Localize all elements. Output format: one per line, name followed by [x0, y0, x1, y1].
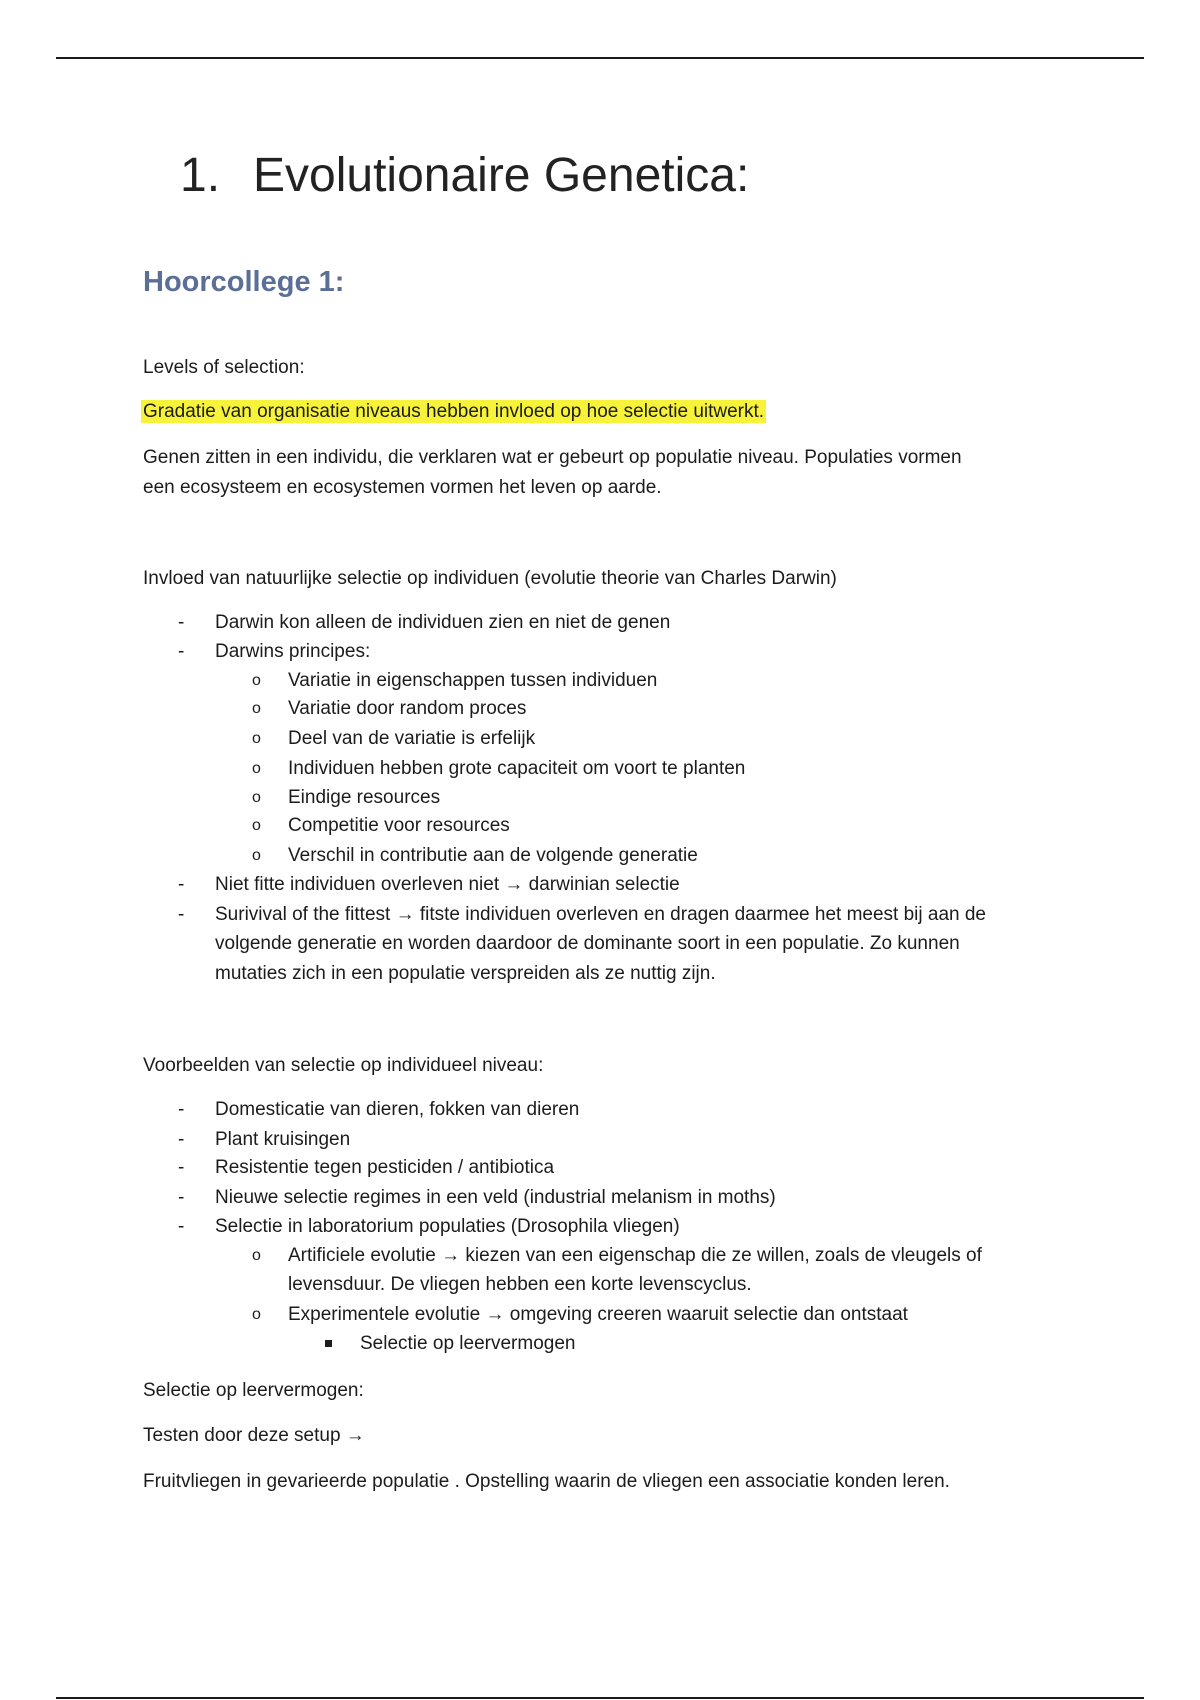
- testing-line: Testen door deze setup →: [143, 1425, 365, 1446]
- sub-bullet: o: [252, 789, 261, 806]
- bottom-rule: [56, 1697, 1144, 1699]
- artificial-evolution-line-2: levensduur. De vliegen hebben een korte levenscyclus.: [288, 1274, 752, 1295]
- list-item-line-3: mutaties zich in een populatie verspreiden als ze nuttig zijn.: [215, 963, 716, 984]
- list-dash: -: [178, 1157, 185, 1178]
- principle-item: Deel van de variatie is erfelijk: [288, 728, 536, 749]
- principle-item: Variatie in eigenschappen tussen individuen: [288, 670, 658, 691]
- chapter-heading: [180, 148, 749, 203]
- experimental-evolution-item: Experimentele evolutie → omgeving creeren waaruit selectie dan ontstaat: [288, 1304, 908, 1325]
- sub-bullet: o: [252, 1306, 261, 1323]
- sub-bullet: o: [252, 817, 261, 834]
- sub-bullet: o: [252, 847, 261, 864]
- learning-label: Selectie op leervermogen:: [143, 1380, 364, 1401]
- levels-label: Levels of selection:: [143, 357, 305, 378]
- lecture-heading: Hoorcollege 1:: [143, 266, 345, 298]
- list-item: Niet fitte individuen overleven niet → darwinian selectie: [215, 874, 680, 895]
- sub-bullet: o: [252, 700, 261, 717]
- top-rule: [56, 57, 1144, 59]
- learning-item: Selectie op leervermogen: [360, 1333, 576, 1354]
- highlight-sentence: [143, 397, 766, 426]
- example-item: Domesticatie van dieren, fokken van dieren: [215, 1099, 580, 1120]
- sub-bullet: o: [252, 672, 261, 689]
- square-bullet-icon: [325, 1340, 332, 1347]
- genes-paragraph-line-1: Genen zitten in een individu, die verklaren wat er gebeurt op populatie niveau. Populaties vormen: [143, 447, 962, 468]
- list-dash: -: [178, 904, 185, 925]
- genes-paragraph-line-2: een ecosysteem en ecosystemen vormen het leven op aarde.: [143, 477, 662, 498]
- chapter-number: 1.: [180, 149, 221, 202]
- list-dash: -: [178, 1129, 185, 1150]
- list-item: Darwin kon alleen de individuen zien en niet de genen: [215, 612, 671, 633]
- chapter-title: Evolutionaire Genetica:: [253, 149, 750, 202]
- list-dash: -: [178, 1099, 185, 1120]
- example-item: Resistentie tegen pesticiden / antibiotica: [215, 1157, 555, 1178]
- principle-item: Verschil in contributie aan de volgende generatie: [288, 845, 698, 866]
- highlighted-text: Gradatie van organisatie niveaus hebben invloed op hoe selectie uitwerkt.: [143, 401, 765, 422]
- list-dash: -: [178, 1216, 185, 1237]
- principle-item: Competitie voor resources: [288, 815, 510, 836]
- list-item: Darwins principes:: [215, 641, 371, 662]
- list-item-line-1: Surivival of the fittest → fitste individuen overleven en dragen daarmee het meest bij aan de: [215, 904, 986, 925]
- list-dash: -: [178, 641, 185, 662]
- list-dash: -: [178, 612, 185, 633]
- natural-selection-label: Invloed van natuurlijke selectie op individuen (evolutie theorie van Charles Darwin): [143, 568, 837, 589]
- sub-bullet: o: [252, 730, 261, 747]
- principle-item: Variatie door random proces: [288, 698, 527, 719]
- artificial-evolution-line-1: Artificiele evolutie → kiezen van een eigenschap die ze willen, zoals de vleugels of: [288, 1245, 982, 1266]
- example-item: Plant kruisingen: [215, 1129, 351, 1150]
- principle-item: Individuen hebben grote capaciteit om voort te planten: [288, 758, 746, 779]
- sub-bullet: o: [252, 1247, 261, 1264]
- list-item-line-2: volgende generatie en worden daardoor de dominante soort in een populatie. Zo kunnen: [215, 933, 960, 954]
- list-dash: -: [178, 874, 185, 895]
- sub-bullet: o: [252, 760, 261, 777]
- examples-label: Voorbeelden van selectie op individueel niveau:: [143, 1055, 544, 1076]
- fruitfly-line: Fruitvliegen in gevarieerde populatie . Opstelling waarin de vliegen een associatie konden leren.: [143, 1471, 950, 1492]
- list-dash: -: [178, 1187, 185, 1208]
- example-item: Selectie in laboratorium populaties (Drosophila vliegen): [215, 1216, 680, 1237]
- principle-item: Eindige resources: [288, 787, 441, 808]
- example-item: Nieuwe selectie regimes in een veld (industrial melanism in moths): [215, 1187, 776, 1208]
